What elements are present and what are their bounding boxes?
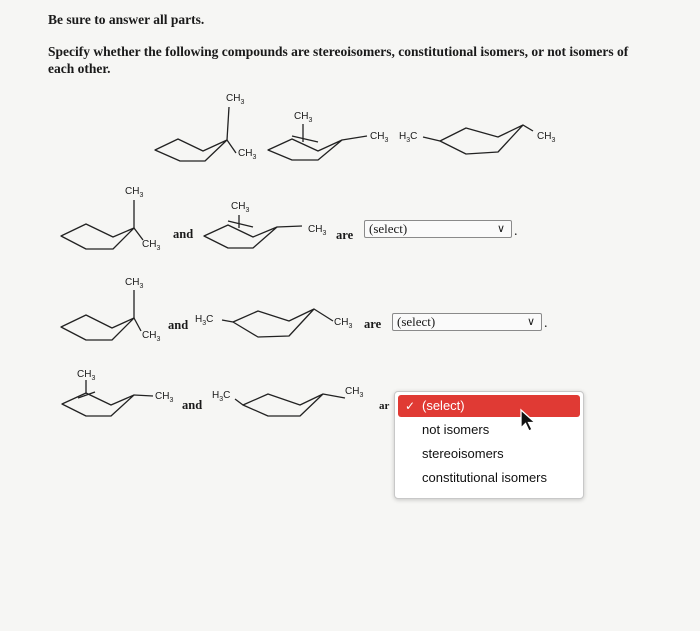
question-line-1: Specify whether the following compounds are stereoisomers, constitutional isomers, or not isomers of bbox=[48, 44, 629, 59]
cyclohexane-ring bbox=[204, 225, 277, 248]
option-constitutional-isomers[interactable] bbox=[395, 467, 583, 489]
cyclohexane-ring bbox=[61, 224, 134, 249]
h3c-label: $H_3C$ bbox=[399, 131, 418, 144]
option-label: not isomers bbox=[422, 422, 490, 437]
option-label: stereoisomers bbox=[422, 446, 504, 461]
cyclohexane-ring bbox=[233, 309, 314, 337]
bond bbox=[342, 136, 367, 140]
cyclohexane-ring bbox=[155, 139, 227, 161]
option-stereoisomers[interactable] bbox=[395, 443, 583, 465]
ch3-label: $CH_3$ bbox=[155, 391, 174, 404]
are-label: ar bbox=[379, 400, 390, 412]
bond bbox=[314, 309, 333, 321]
period: . bbox=[544, 316, 548, 331]
ch3-label: $CH_3$ bbox=[226, 93, 245, 106]
cyclohexane-ring bbox=[268, 139, 342, 160]
chevron-down-icon: ∨ bbox=[496, 222, 505, 235]
select-value: (select) bbox=[397, 314, 436, 329]
ch3-label: $CH_3$ bbox=[238, 148, 257, 161]
bond bbox=[323, 394, 345, 398]
and-label: and bbox=[182, 398, 203, 412]
option-not-isomers[interactable] bbox=[395, 419, 583, 441]
check-icon: ✓ bbox=[405, 399, 416, 413]
bond bbox=[235, 399, 243, 405]
bond bbox=[227, 107, 229, 140]
bond bbox=[423, 137, 440, 141]
are-label: are bbox=[336, 228, 354, 242]
wedge-bond bbox=[227, 140, 236, 153]
chevron-down-icon: ∨ bbox=[526, 315, 535, 328]
ch3-label: $CH_3$ bbox=[231, 201, 250, 214]
and-label: and bbox=[168, 318, 189, 332]
bond bbox=[222, 320, 233, 322]
cyclohexane-ring bbox=[61, 315, 134, 340]
ch3-label: $CH_3$ bbox=[345, 386, 364, 399]
h3c-label: $H_3C$ bbox=[212, 390, 231, 403]
option-label: constitutional isomers bbox=[422, 470, 547, 485]
cyclohexane-ring bbox=[62, 393, 134, 416]
ch3-label: $CH_3$ bbox=[142, 239, 161, 252]
ch3-label: $CH_3$ bbox=[142, 330, 161, 343]
ch3-label: $CH_3$ bbox=[77, 369, 96, 382]
and-label: and bbox=[173, 227, 194, 241]
question-line-2: each other. bbox=[48, 61, 111, 76]
cyclohexane-ring bbox=[440, 125, 523, 154]
ch3-label: $CH_3$ bbox=[125, 186, 144, 199]
wedge-bond bbox=[134, 318, 141, 331]
answer-dropdown-menu[interactable] bbox=[394, 391, 584, 499]
option-label: (select) bbox=[422, 398, 465, 413]
ch3-label: $CH_3$ bbox=[370, 131, 389, 144]
mouse-cursor-icon bbox=[519, 408, 539, 434]
bond bbox=[134, 395, 153, 396]
ch3-label: $CH_3$ bbox=[334, 317, 353, 330]
ch3-label: $CH_3$ bbox=[308, 224, 327, 237]
instruction-heading: Be sure to answer all parts. bbox=[48, 12, 205, 27]
bond bbox=[277, 226, 302, 227]
bond bbox=[523, 125, 533, 131]
cyclohexane-ring bbox=[243, 394, 323, 416]
ch3-label: $CH_3$ bbox=[125, 277, 144, 290]
answer-select-1[interactable] bbox=[364, 220, 512, 238]
are-label: are bbox=[364, 317, 382, 331]
option-select[interactable] bbox=[398, 395, 580, 417]
select-value: (select) bbox=[369, 221, 408, 236]
ch3-label: $CH_3$ bbox=[537, 131, 556, 144]
ch3-label: $CH_3$ bbox=[294, 111, 313, 124]
answer-select-2[interactable] bbox=[392, 313, 542, 331]
period: . bbox=[514, 224, 518, 239]
h3c-label: $H_3C$ bbox=[195, 314, 214, 327]
